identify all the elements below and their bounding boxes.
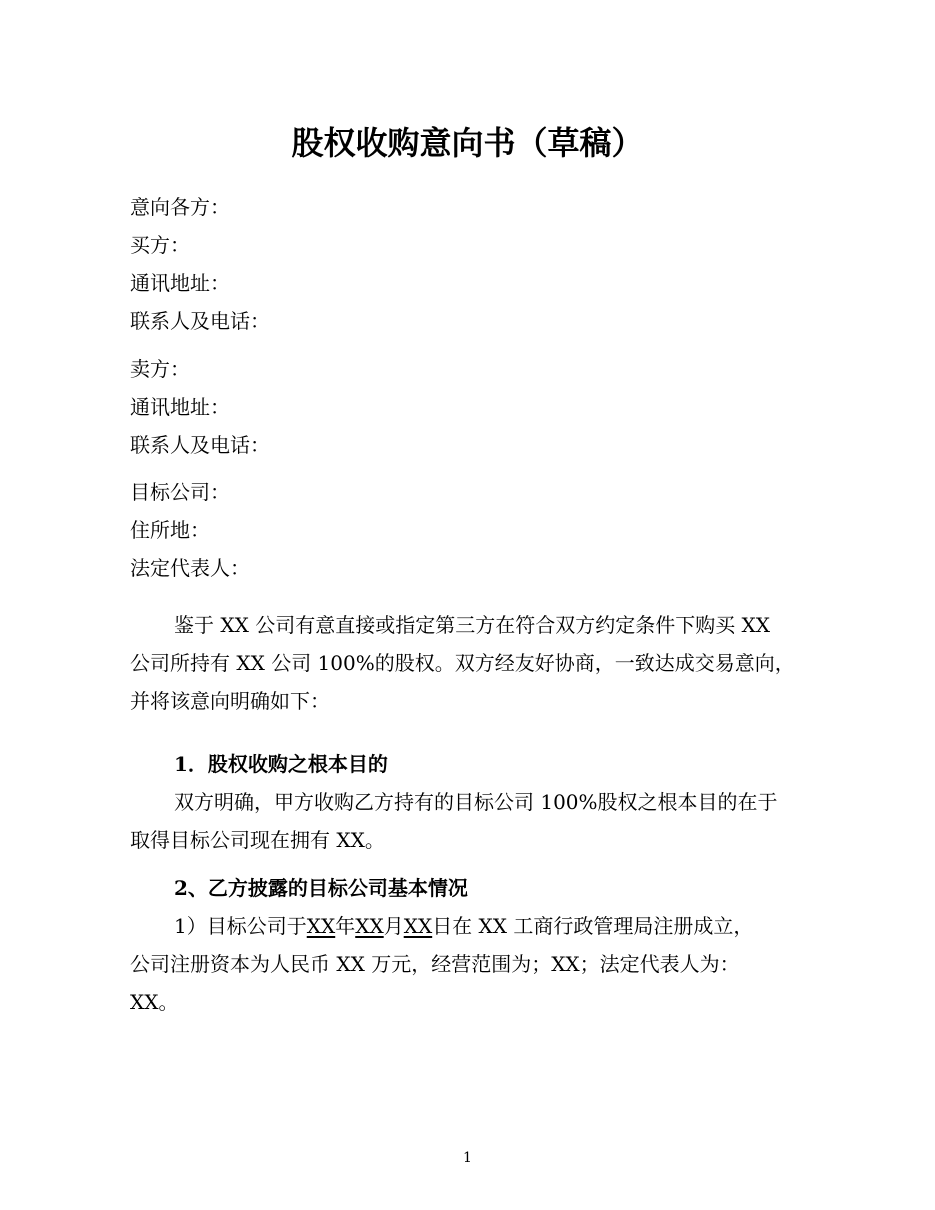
section-2-item-1-line-2: 公司注册资本为人民币 XX 万元，经营范围为；XX；法定代表人为： xyxy=(130,952,740,976)
section-2-item-1-line-1 xyxy=(174,914,753,938)
section-2-item-1-line-3: XX。 xyxy=(130,990,179,1014)
buyer-contact-label: 联系人及电话： xyxy=(130,309,270,333)
parties-intro-label: 意向各方： xyxy=(130,195,230,219)
section-2-heading: 2、乙方披露的目标公司基本情况 xyxy=(174,876,468,900)
target-legal-rep-label: 法定代表人： xyxy=(130,556,250,580)
registration-month-value: XX xyxy=(355,914,384,938)
seller-contact-label: 联系人及电话： xyxy=(130,433,270,457)
section-1-heading: 1．股权收购之根本目的 xyxy=(174,752,388,776)
section-1-line-1: 双方明确，甲方收购乙方持有的目标公司 100%股权之根本目的在于 xyxy=(174,790,778,814)
seller-address-label: 通讯地址： xyxy=(130,395,230,419)
section-1-line-2: 取得目标公司现在拥有 XX。 xyxy=(130,828,385,852)
preamble-line-3: 并将该意向明确如下： xyxy=(130,689,330,713)
registration-day-value: XX xyxy=(403,914,433,938)
registration-month-label: 月 xyxy=(383,914,404,938)
target-domicile-label: 住所地： xyxy=(130,518,210,542)
buyer-label: 买方： xyxy=(130,233,190,257)
registration-year-value: XX xyxy=(306,914,336,938)
buyer-address-label: 通讯地址： xyxy=(130,271,230,295)
seller-label: 卖方： xyxy=(130,357,190,381)
registration-year-label: 年 xyxy=(335,914,356,938)
registration-suffix: 日在 XX 工商行政管理局注册成立， xyxy=(432,914,754,938)
registration-prefix: 1）目标公司于 xyxy=(174,914,307,938)
preamble-line-1: 鉴于 XX 公司有意直接或指定第三方在符合双方约定条件下购买 XX xyxy=(174,613,771,637)
target-company-label: 目标公司： xyxy=(130,480,230,504)
preamble-line-2: 公司所持有 XX 公司 100%的股权。双方经友好协商，一致达成交易意向， xyxy=(130,651,795,675)
page-number: 1 xyxy=(463,1150,472,1166)
document-title: 股权收购意向书（草稿） xyxy=(291,124,644,162)
